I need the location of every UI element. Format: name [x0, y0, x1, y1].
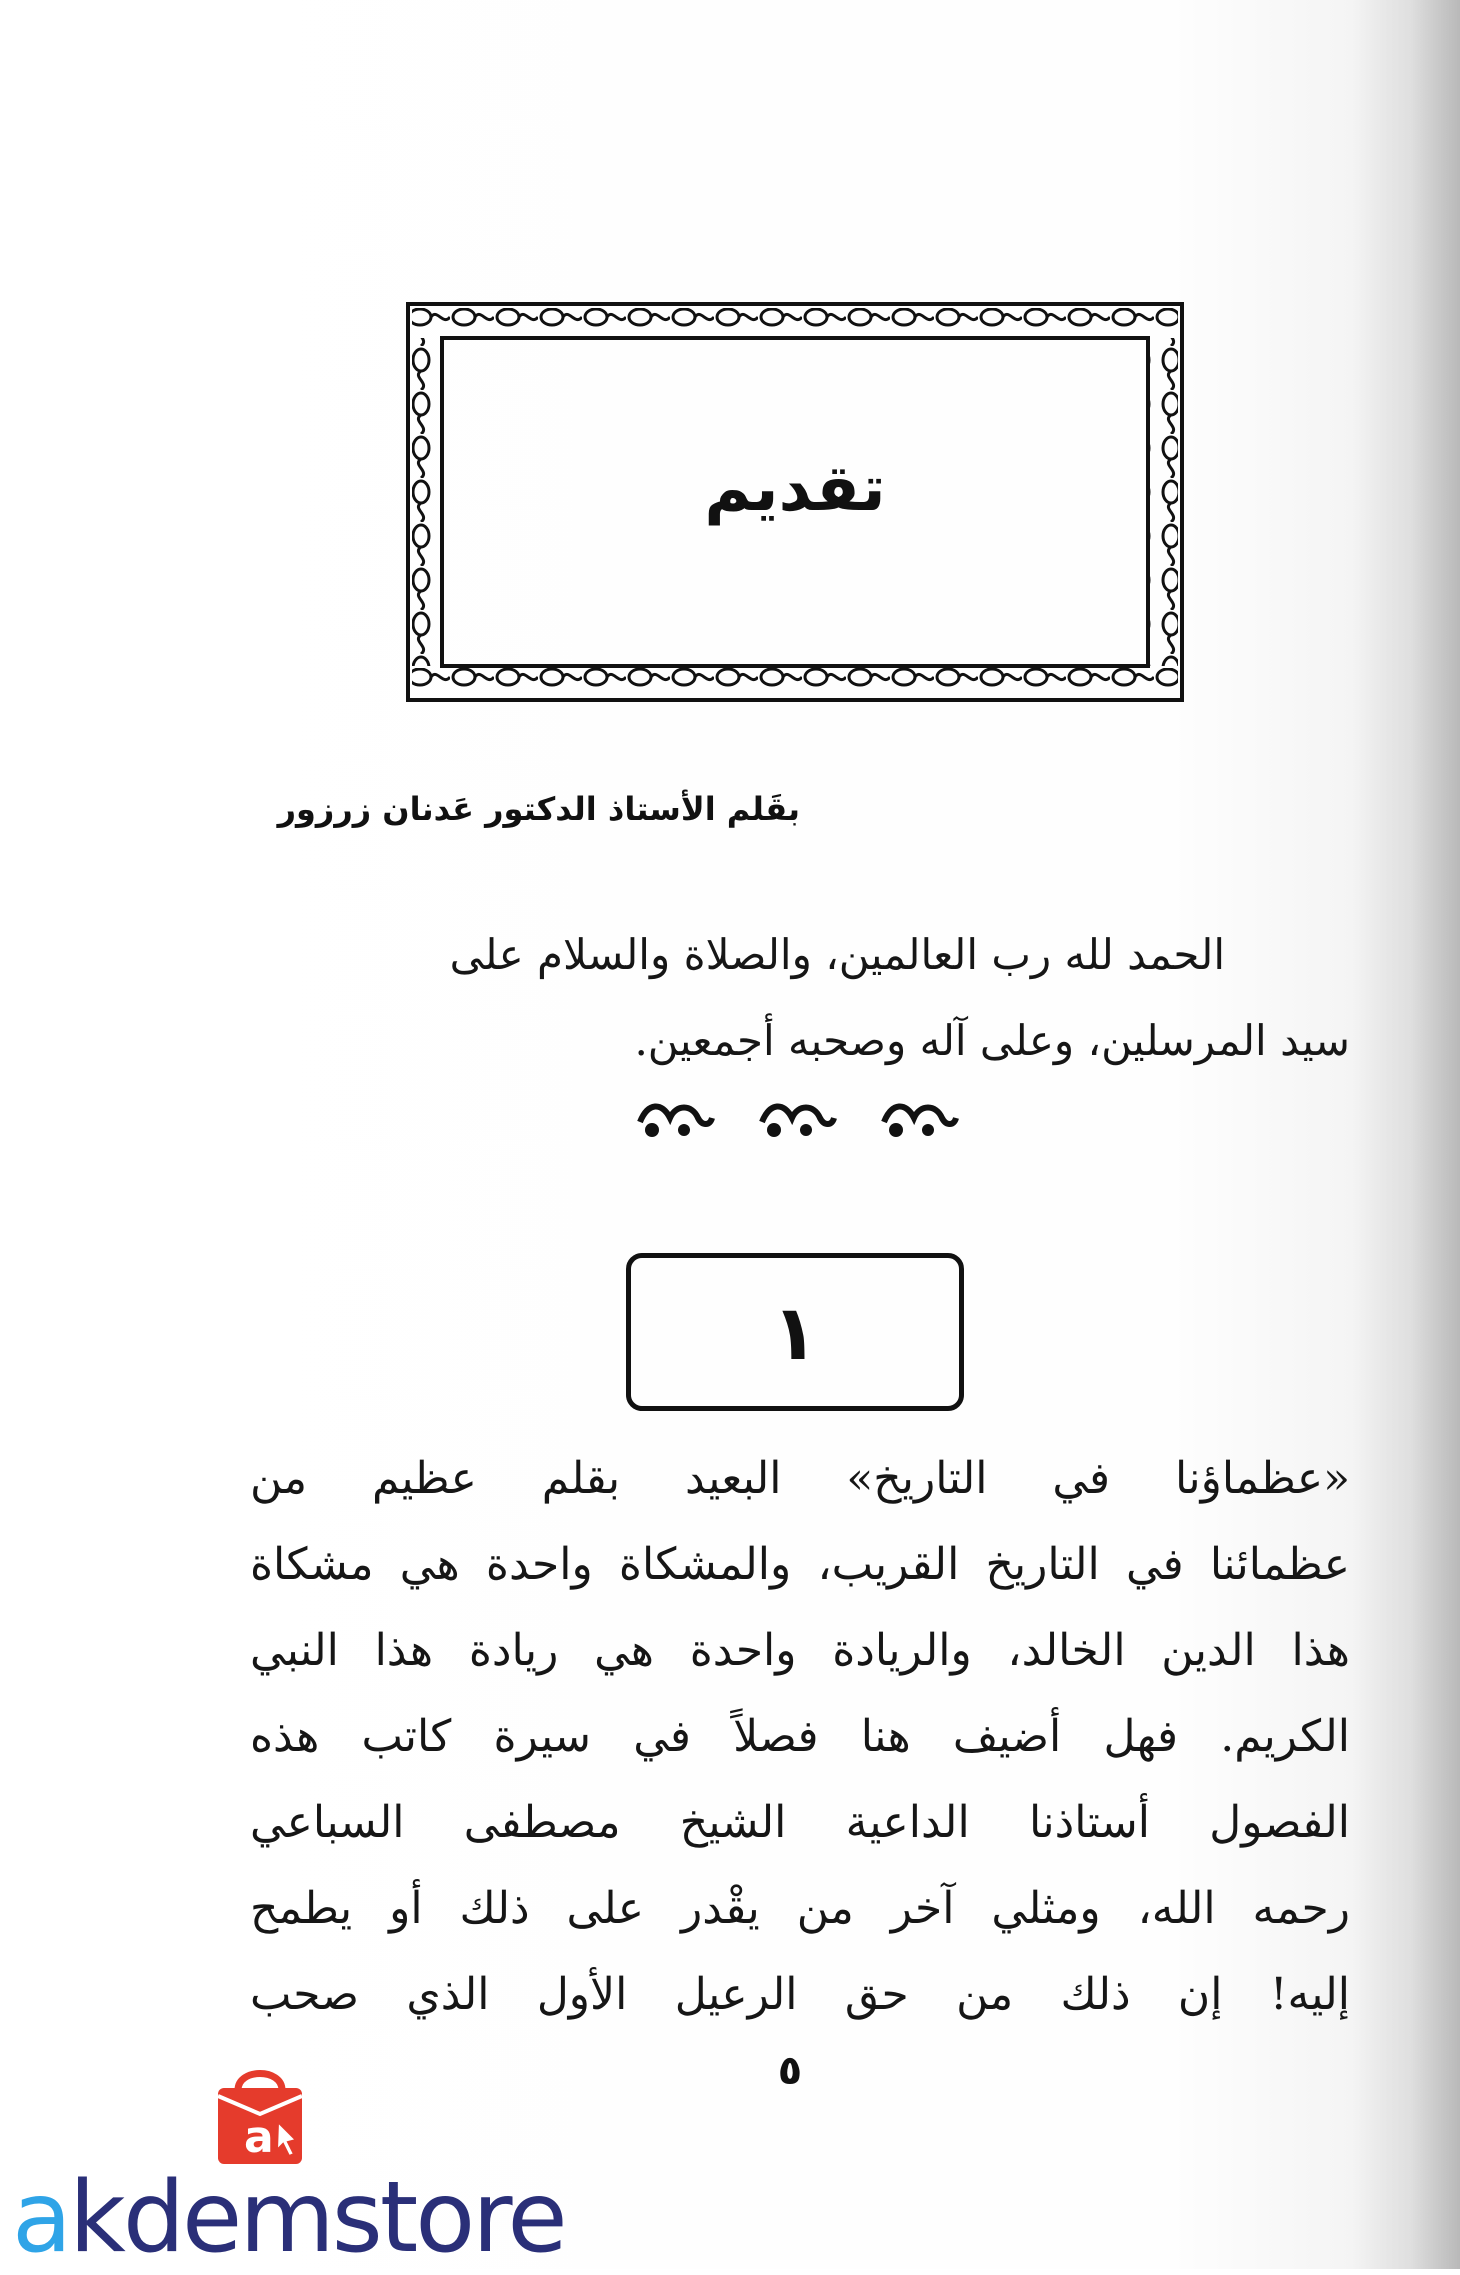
intro-line: الحمد لله رب العالمين، والصلاة والسلام على — [449, 930, 1225, 979]
store-name — [12, 2161, 565, 2275]
store-name-a: a — [12, 2161, 70, 2275]
body-line: رحمه الله، ومثلي آخر من يقْدر على ذلك أو يطمح — [250, 1883, 1350, 1934]
ornament-icon — [640, 1106, 712, 1137]
author-line: بقَلم الأستاذ الدكتور عَدنان زرزور — [277, 790, 800, 828]
intro-line: سيد المرسلين، وعلى آله وصحبه أجمعين. — [634, 1016, 1350, 1065]
body-paragraph — [250, 1436, 1350, 2038]
chapter-title: تقديم — [704, 452, 886, 526]
body-line: هذا الدين الخالد، والريادة واحدة هي ريادة هذا النبي — [250, 1625, 1350, 1676]
ornament-icon — [884, 1106, 956, 1137]
body-line: عظمائنا في التاريخ القريب، والمشكاة واحدة هي مشكاة — [250, 1539, 1350, 1590]
title-frame — [406, 302, 1184, 702]
body-line: الفصول أستاذنا الداعية الشيخ مصطفى السباعي — [250, 1797, 1350, 1848]
section-ornaments — [620, 1090, 980, 1150]
intro-paragraph — [250, 912, 1350, 1084]
logo-letter: a — [244, 2112, 274, 2163]
body-line: إليه! إن ذلك من حق الرعيل الأول الذي صحب — [250, 1969, 1350, 2020]
section-number-box — [626, 1253, 964, 1411]
section-number: ١ — [771, 1287, 819, 1377]
page-edge-shadow — [1350, 0, 1460, 2269]
body-line: «عظماؤنا في التاريخ» البعيد بقلم عظيم من — [250, 1453, 1350, 1504]
store-name-rest: kdemstore — [69, 2161, 565, 2275]
page-number: ٥ — [777, 2048, 803, 2094]
ornament-icon — [762, 1106, 834, 1137]
body-line: الكريم. فهل أضيف هنا فصلاً في سيرة كاتب هذه — [250, 1711, 1350, 1762]
